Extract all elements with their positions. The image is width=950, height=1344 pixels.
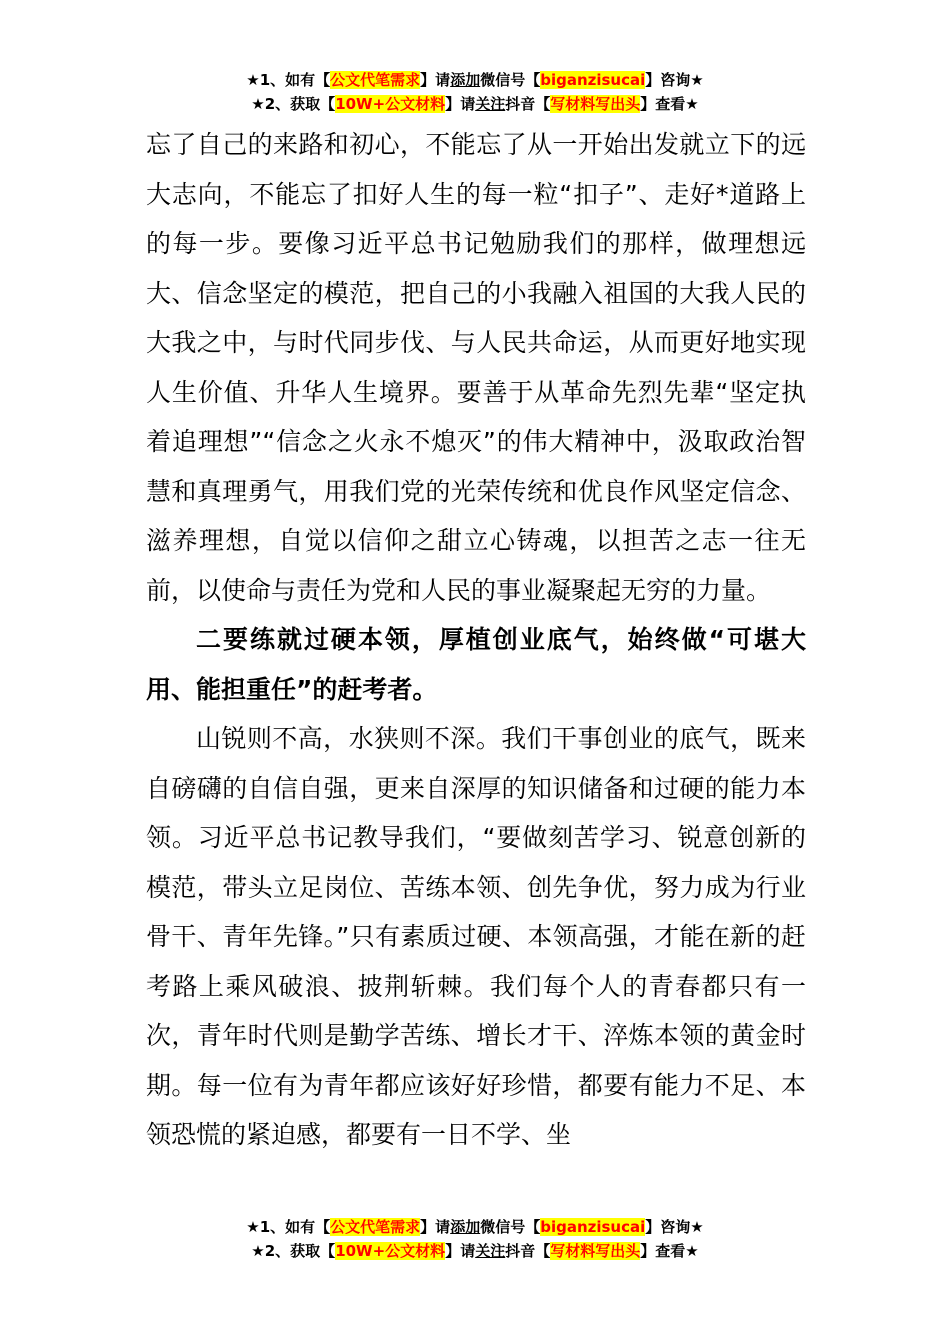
document-body [146, 120, 806, 1160]
banner-highlight: 10W+公文材料 [335, 1242, 446, 1260]
banner-underlined-text: 添加 [450, 71, 481, 89]
banner-text: 微信号【 [480, 71, 541, 89]
body-paragraph: 山锐则不高，水狭则不深。我们干事创业的底气，既来自磅礴的自信自强，更来自深厚的知识储备和过硬的能力本领。习近平总书记教导我们，“要做刻苦学习、锐意创新的模范，带头立足岗位、苦练本领、创先争优，努力成为行业骨干、青年先锋。”只有素质过硬、本领高强，才能在新的赶考路上乘风破浪、披荆斩棘。我们每个人的青春都只有一次，青年时代则是勤学苦练、增长才干、淬炼本领的黄金时期。每一位有为青年都应该好好珍惜，都要有能力不足、本领恐慌的紧迫感，都要有一日不学、坐 [146, 724, 806, 1149]
banner-text: 】请 [445, 1242, 476, 1260]
banner-text: 】咨询★ [645, 71, 704, 89]
header-banner [0, 68, 950, 116]
section-heading: 二要练就过硬本领，厚植创业底气，始终做“可堪大用、能担重任”的赶考者。 [146, 625, 806, 704]
banner-highlight: 写材料写出头 [550, 95, 641, 113]
banner-highlight: 写材料写出头 [550, 1242, 641, 1260]
banner-text: ★1、如有【 [246, 71, 331, 89]
banner-line-1 [0, 1215, 950, 1239]
body-paragraph: 忘了自己的来路和初心，不能忘了从一开始出发就立下的远大志向，不能忘了扣好人生的每一粒“扣子”、走好*道路上的每一步。要像习近平总书记勉励我们的那样，做理想远大、信念坚定的模范，把自己的小我融入祖国的大我人民的大我之中，与时代同步伐、与人民共命运，从而更好地实现人生价值、升华人生境界。要善于从革命先烈先辈“坚定执着追理想”“信念之火永不熄灭”的伟大精神中，汲取政治智慧和真理勇气，用我们党的光荣传统和优良作风坚定信念、滋养理想，自觉以信仰之甜立心铸魂，以担苦之志一往无前，以使命与责任为党和人民的事业凝聚起无穷的力量。 [146, 130, 806, 605]
banner-text: 微信号【 [480, 1218, 541, 1236]
banner-text: 】请 [420, 1218, 451, 1236]
banner-underlined-text: 关注 [475, 95, 506, 113]
banner-highlight: biganzisucai [540, 71, 646, 89]
banner-highlight: 公文代笔需求 [330, 71, 421, 89]
banner-line-1 [0, 68, 950, 92]
banner-underlined-text: 添加 [450, 1218, 481, 1236]
banner-text: ★2、获取【 [251, 1242, 336, 1260]
banner-text: 】请 [445, 95, 476, 113]
banner-highlight: biganzisucai [540, 1218, 646, 1236]
banner-highlight: 10W+公文材料 [335, 95, 446, 113]
footer-banner [0, 1215, 950, 1263]
banner-text: 】查看★ [640, 1242, 699, 1260]
banner-text: ★1、如有【 [246, 1218, 331, 1236]
banner-text: 】请 [420, 71, 451, 89]
banner-text: 】查看★ [640, 95, 699, 113]
banner-line-2 [0, 92, 950, 116]
banner-text: 抖音【 [505, 1242, 551, 1260]
banner-highlight: 公文代笔需求 [330, 1218, 421, 1236]
banner-text: ★2、获取【 [251, 95, 336, 113]
banner-line-2 [0, 1239, 950, 1263]
banner-text: 抖音【 [505, 95, 551, 113]
banner-underlined-text: 关注 [475, 1242, 506, 1260]
banner-text: 】咨询★ [645, 1218, 704, 1236]
